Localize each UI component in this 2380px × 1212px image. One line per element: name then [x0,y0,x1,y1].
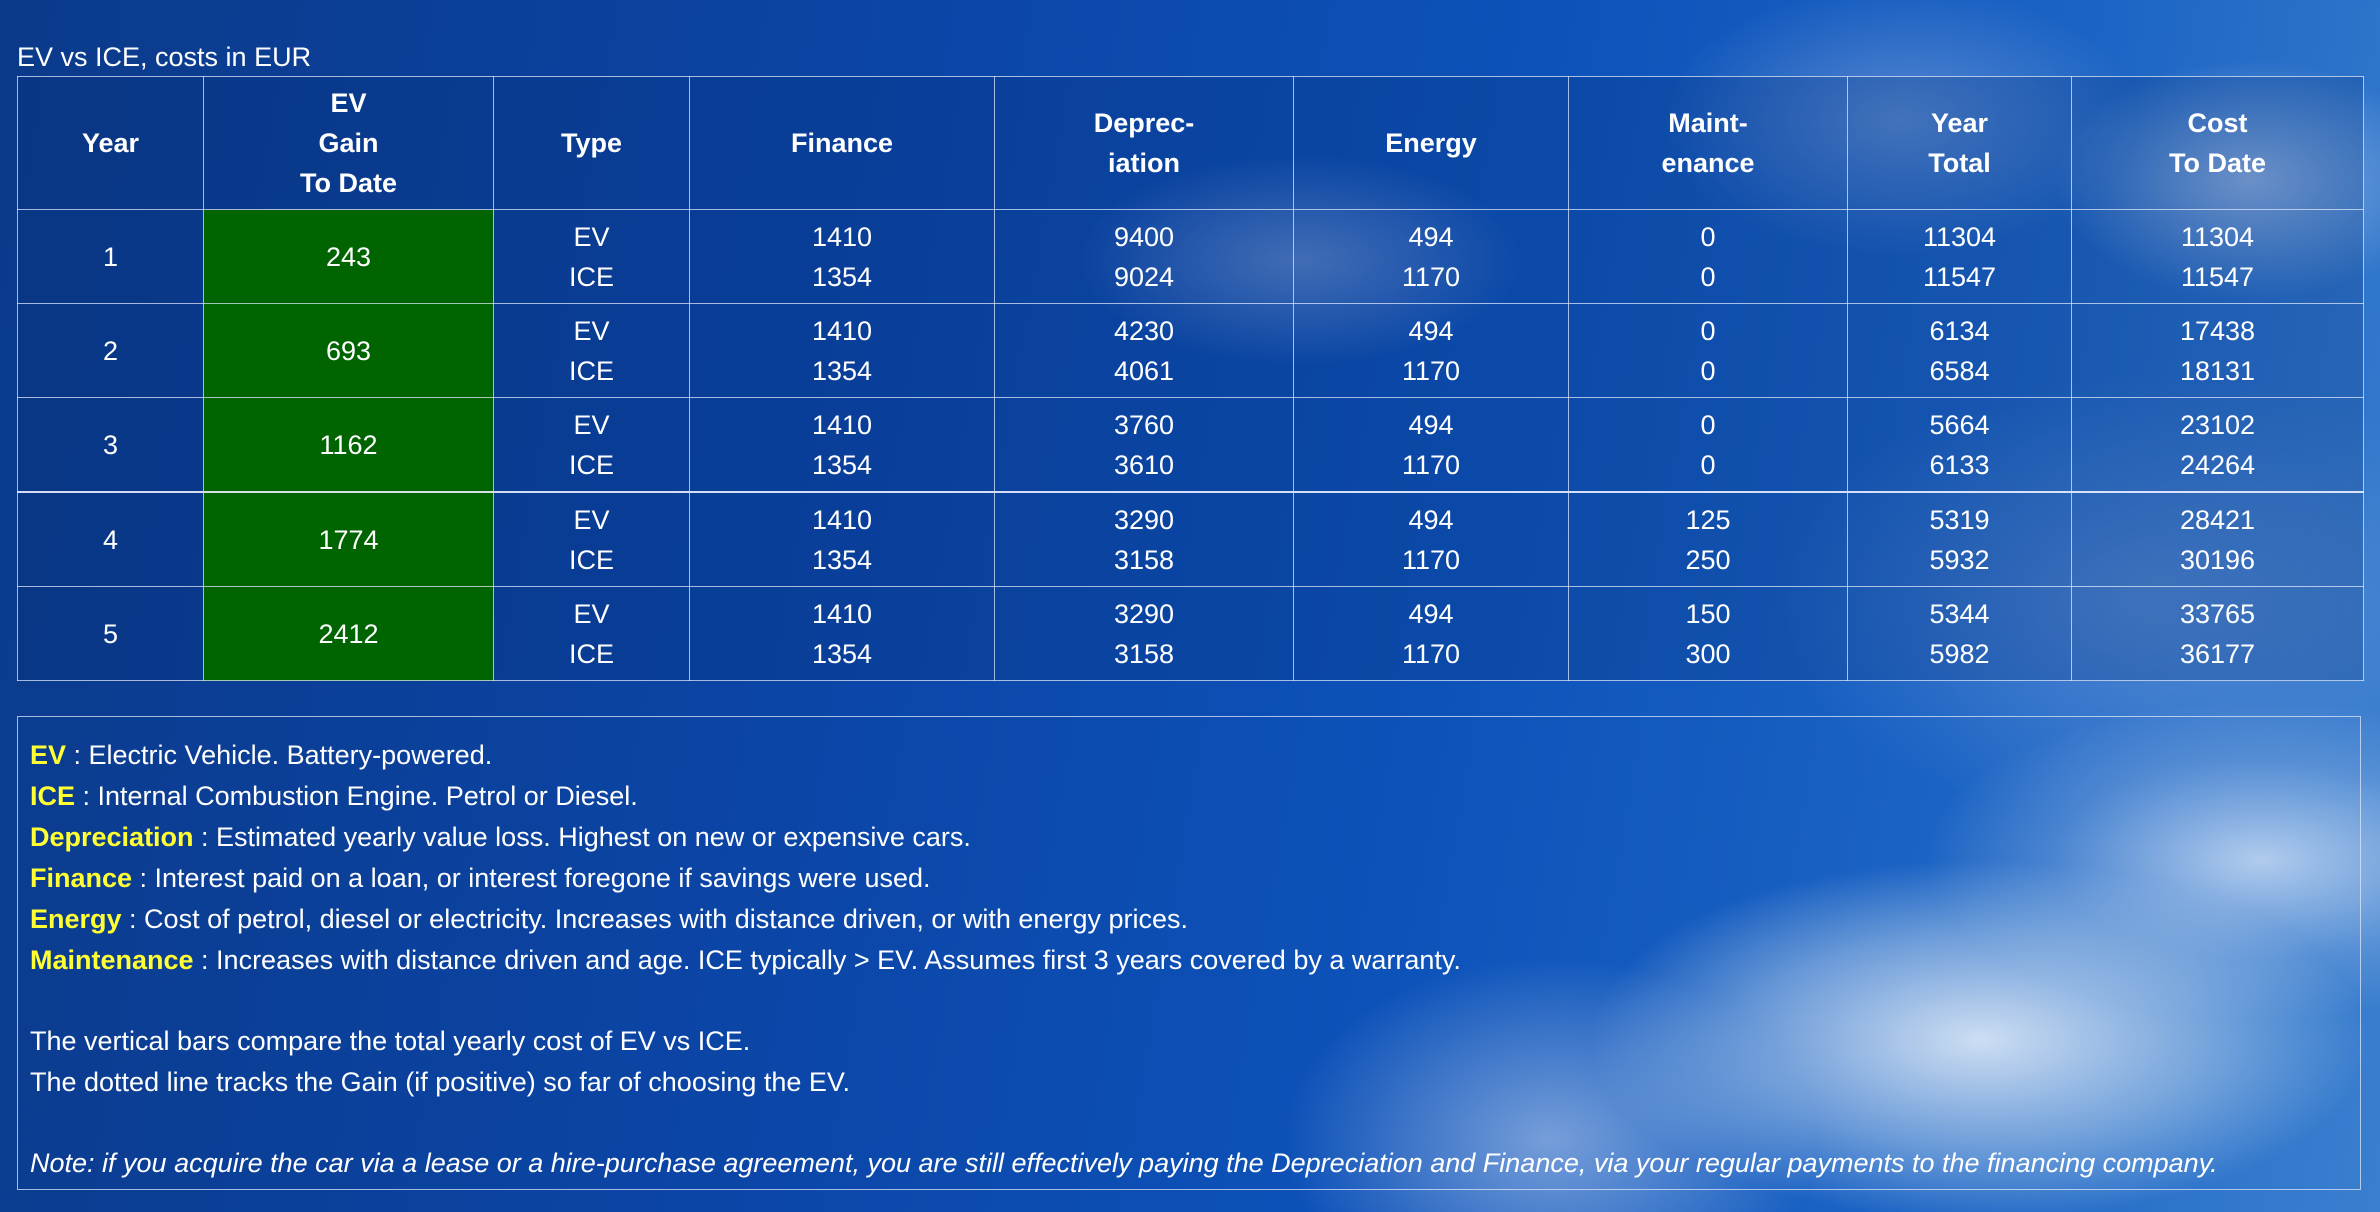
year-cell: 4 [18,492,204,587]
legend-term: Maintenance [30,945,194,975]
header-energy: Energy [1294,77,1569,210]
cost-to-date-cell: 17438 18131 [2072,304,2364,398]
finance-cell: 1410 1354 [690,492,995,587]
year-cell: 1 [18,210,204,304]
energy-cell: 494 1170 [1294,587,1569,681]
type-cell: EV ICE [494,304,690,398]
year-total-cell: 5344 5982 [1848,587,2072,681]
legend-term: Finance [30,863,133,893]
depreciation-cell: 3760 3610 [995,398,1294,493]
legend-term: Depreciation [30,822,194,852]
year-total-cell: 5319 5932 [1848,492,2072,587]
type-cell: EV ICE [494,210,690,304]
finance-cell: 1410 1354 [690,210,995,304]
year-cell: 5 [18,587,204,681]
dotted-line-explanation: The dotted line tracks the Gain (if positive) so far of choosing the EV. [30,1067,850,1097]
legend-item-finance [30,858,2348,899]
depreciation-cell: 9400 9024 [995,210,1294,304]
header-year: Year [18,77,204,210]
maintenance-cell: 150 300 [1569,587,1848,681]
table-row [18,398,2364,493]
year-cell: 2 [18,304,204,398]
ev-gain-cell: 2412 [204,587,494,681]
legend-item-ev [30,735,2348,776]
ev-gain-cell: 693 [204,304,494,398]
header-year-total: Year Total [1848,77,2072,210]
cost-comparison-table [17,76,2364,681]
ev-gain-cell: 243 [204,210,494,304]
header-depreciation: Deprec- iation [995,77,1294,210]
legend-item-energy [30,899,2348,940]
year-cell: 3 [18,398,204,493]
cost-to-date-cell: 23102 24264 [2072,398,2364,493]
legend-item-ice [30,776,2348,817]
maintenance-cell: 125 250 [1569,492,1848,587]
maintenance-cell: 0 0 [1569,398,1848,493]
depreciation-cell: 4230 4061 [995,304,1294,398]
finance-cell: 1410 1354 [690,304,995,398]
legend-term: EV [30,740,67,770]
header-finance: Finance [690,77,995,210]
legend-definition: : Internal Combustion Engine. Petrol or Diesel. [75,781,638,811]
year-total-cell: 6134 6584 [1848,304,2072,398]
table-row [18,492,2364,587]
legend-panel [17,716,2361,1190]
legend-term: ICE [30,781,76,811]
bars-explanation: The vertical bars compare the total yearly cost of EV vs ICE. [30,1026,751,1056]
year-total-cell: 11304 11547 [1848,210,2072,304]
header-ev-gain-to-date: EV Gain To Date [204,77,494,210]
legend-item-maintenance [30,940,2348,981]
table-caption: EV vs ICE, costs in EUR [17,42,312,72]
table-row [18,210,2364,304]
legend-definition: : Estimated yearly value loss. Highest on new or expensive cars. [193,822,971,852]
depreciation-cell: 3290 3158 [995,587,1294,681]
header-cost-to-date: Cost To Date [2072,77,2364,210]
maintenance-cell: 0 0 [1569,304,1848,398]
type-cell: EV ICE [494,398,690,493]
energy-cell: 494 1170 [1294,398,1569,493]
legend-item-depreciation [30,817,2348,858]
header-type: Type [494,77,690,210]
lease-note: Note: if you acquire the car via a lease or a hire-purchase agreement, you are still effectively paying the Depreciation and Finance, via your regular payments to the financing company. [30,1148,2218,1178]
maintenance-cell: 0 0 [1569,210,1848,304]
ev-gain-cell: 1774 [204,492,494,587]
type-cell: EV ICE [494,587,690,681]
table-row [18,304,2364,398]
cost-to-date-cell: 11304 11547 [2072,210,2364,304]
type-cell: EV ICE [494,492,690,587]
energy-cell: 494 1170 [1294,492,1569,587]
header-row [18,77,2364,210]
table-row [18,587,2364,681]
finance-cell: 1410 1354 [690,398,995,493]
ev-gain-cell: 1162 [204,398,494,493]
cost-to-date-cell: 33765 36177 [2072,587,2364,681]
energy-cell: 494 1170 [1294,210,1569,304]
legend-definition: : Electric Vehicle. Battery-powered. [66,740,493,770]
energy-cell: 494 1170 [1294,304,1569,398]
legend-definition: : Interest paid on a loan, or interest foregone if savings were used. [132,863,931,893]
year-total-cell: 5664 6133 [1848,398,2072,493]
header-maintenance: Maint- enance [1569,77,1848,210]
depreciation-cell: 3290 3158 [995,492,1294,587]
legend-definition: : Increases with distance driven and age. ICE typically > EV. Assumes first 3 years covered by a warranty. [193,945,1461,975]
finance-cell: 1410 1354 [690,587,995,681]
legend-term: Energy [30,904,122,934]
legend-definition: : Cost of petrol, diesel or electricity. Increases with distance driven, or with energy prices. [121,904,1188,934]
cost-to-date-cell: 28421 30196 [2072,492,2364,587]
